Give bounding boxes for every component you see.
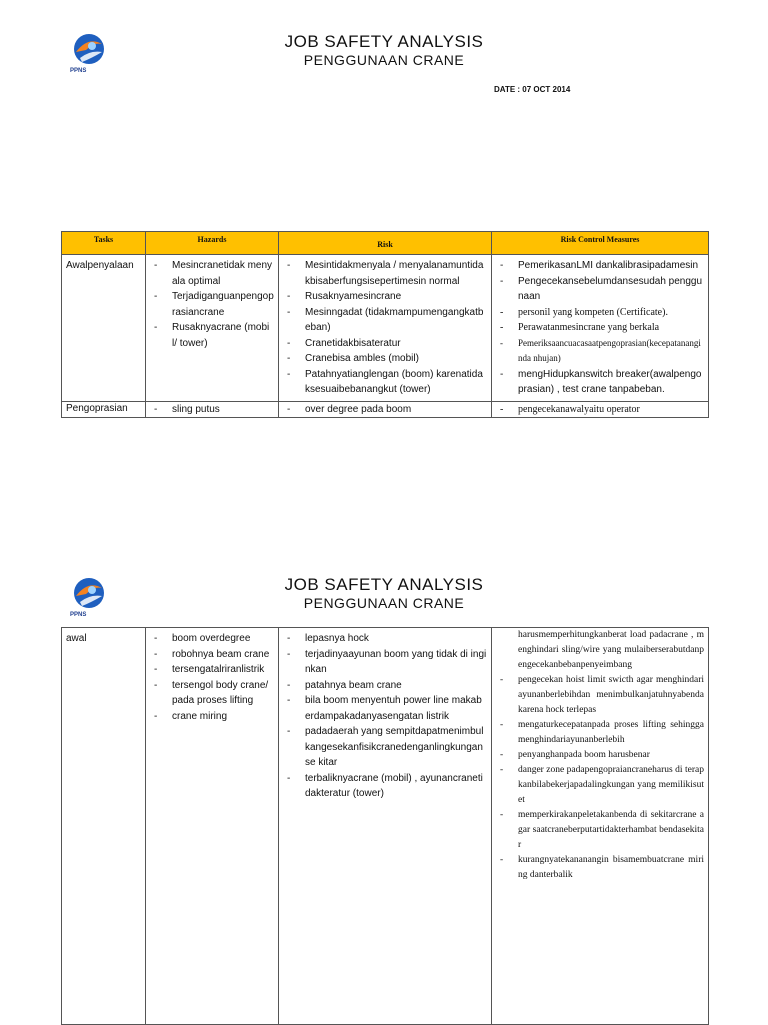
- list-item: - danger zone padapengopraiancraneharus di terapkanbilabekerjapadalingkungan yang memilikisutet: [496, 763, 704, 808]
- list-item: - pengecekan hoist limit swicth agar menghindariayunanberlebihdan menimbulkanjatuhnyabendakarena hock terlepas: [496, 673, 704, 718]
- table-row: [62, 255, 709, 402]
- jsa-table: [61, 231, 709, 418]
- list-item: - penyanghanpada boom harusbenar: [496, 748, 704, 763]
- list-item: - Rusaknyamesincrane: [283, 289, 487, 305]
- list-item: - padadaerah yang sempitdapatmenimbulkangesekanfisikcranedenganlingkunganse kitar: [283, 724, 487, 771]
- list-item: - Cranebisa ambles (mobil): [283, 351, 487, 367]
- list-item: - bila boom menyentuh power line makaberdampakadanyasengatan listrik: [283, 693, 487, 724]
- table-row: [62, 628, 709, 1025]
- page-title: JOB SAFETY ANALYSIS: [284, 32, 484, 51]
- list-item: - Patahnyatianglengan (boom) karenatidaksesuaibebanangkut (tower): [283, 367, 487, 398]
- page-subtitle: PENGGUNAAN CRANE: [303, 52, 465, 68]
- risk-cell: [279, 401, 492, 418]
- list-item: - Terjadiganguanpengoprasiancrane: [150, 289, 274, 320]
- header-hazards: Hazards: [146, 232, 279, 255]
- logo-text: PPNS: [70, 68, 87, 74]
- list-item: - Mesinngadat (tidakmampumengangkatbeban): [283, 305, 487, 336]
- list-item: - memperkirakanpeletakanbenda di sekitarcrane agar saatcraneberputartidakterhambat bendasekitar: [496, 808, 704, 853]
- list-item: - Rusaknyacrane (mobil/ tower): [150, 320, 274, 351]
- document-page-1: [0, 0, 768, 480]
- jsa-table-continued: [61, 627, 709, 1025]
- list-item: - personil yang kompeten (Certificate).: [496, 305, 704, 321]
- list-item: - tersengatalriranlistrik: [150, 662, 274, 678]
- list-item: - lepasnya hock: [283, 631, 487, 647]
- list-item: - Pemeriksaancuacasaatpengoprasian(kecepatananginda nhujan): [496, 336, 704, 367]
- list-item: - patahnya beam crane: [283, 678, 487, 694]
- list-item: - mengaturkecepatanpada proses lifting sehinggamenghindariayunanberlebih: [496, 718, 704, 748]
- logo-text: PPNS: [70, 612, 87, 618]
- control-cell: [492, 255, 709, 402]
- task-text: Pengoprasian: [66, 402, 128, 414]
- list-item: - Cranetidakbisateratur: [283, 336, 487, 352]
- table-row: [62, 401, 709, 418]
- list-item: - sling putus: [150, 402, 274, 418]
- page-title: JOB SAFETY ANALYSIS: [284, 575, 484, 594]
- table-header-row: [62, 232, 709, 255]
- task-cell: [62, 255, 146, 402]
- task-cell: [62, 628, 146, 1025]
- list-item: - boom overdegree: [150, 631, 274, 647]
- control-cell: [492, 628, 709, 1025]
- list-item: - Pengecekansebelumdansesudah penggunaan: [496, 274, 704, 305]
- header-tasks: Tasks: [62, 232, 146, 255]
- list-item: - terjadinyaayunan boom yang tidak di inginkan: [283, 647, 487, 678]
- header-risk: Risk: [279, 232, 492, 255]
- list-item: - Mesintidakmenyala / menyalanamuntidakbisaberfungsisepertimesin normal: [283, 258, 487, 289]
- list-item: - tersengol body crane/ pada proses lifting: [150, 678, 274, 709]
- risk-cell: [279, 255, 492, 402]
- task-text: awal: [66, 633, 87, 644]
- control-continuation: harusmemperhitungkanberat load padacrane , menghindari sling/wire yang mulaiberserabutdanpengecekanbebanpenyeimbang: [518, 630, 704, 670]
- list-item: - robohnya beam crane: [150, 647, 274, 663]
- risk-cell: [279, 628, 492, 1025]
- task-text: Awalpenyalaan: [66, 260, 134, 271]
- list-item: - terbaliknyacrane (mobil) , ayunancranetidakteratur (tower): [283, 771, 487, 802]
- document-date: DATE : 07 OCT 2014: [494, 85, 571, 94]
- hazards-cell: [146, 401, 279, 418]
- hazards-cell: [146, 628, 279, 1025]
- task-cell: [62, 401, 146, 418]
- list-item: - Perawatanmesincrane yang berkala: [496, 320, 704, 336]
- list-item: - mengHidupkanswitch breaker(awalpengoprasian) , test crane tanpabeban.: [496, 367, 704, 398]
- list-item: - crane miring: [150, 709, 274, 725]
- hazards-cell: [146, 255, 279, 402]
- header-risk-control: Risk Control Measures: [492, 232, 709, 255]
- page-subtitle: PENGGUNAAN CRANE: [303, 595, 465, 611]
- list-item: - pengecekanawalyaitu operator: [496, 402, 704, 418]
- list-item: - Mesincranetidak menyala optimal: [150, 258, 274, 289]
- list-item: - PemerikasanLMI dankalibrasipadamesin: [496, 258, 704, 274]
- list-item: - over degree pada boom: [283, 402, 487, 418]
- list-item: - kurangnyatekananangin bisamembuatcrane miring danterbalik: [496, 853, 704, 883]
- control-cell: [492, 401, 709, 418]
